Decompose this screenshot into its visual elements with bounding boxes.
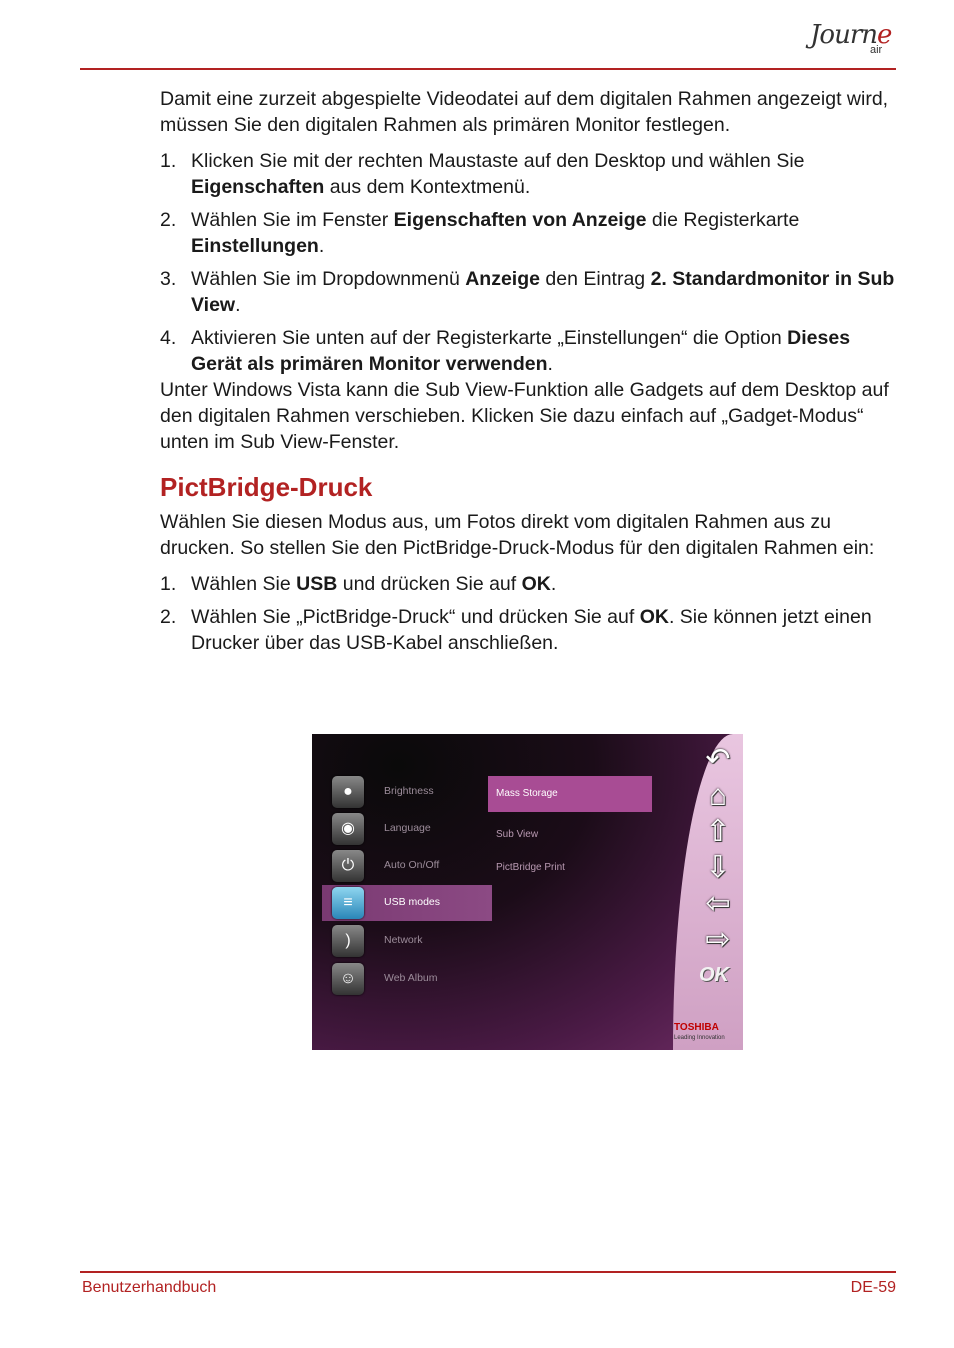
vista-paragraph: Unter Windows Vista kann die Sub View-Funktion alle Gadgets auf dem Desktop auf den digitalen Rahmen verschieben. Klicken Sie dazu einfach auf „Gadget-Modus“ unten im Sub View-Fenster. — [160, 379, 889, 453]
list-item: 2. Wählen Sie „PictBridge-Druck“ und drücken Sie auf OK. Sie können jetzt einen Drucker über das USB-Kabel anschließen. — [160, 606, 872, 654]
down-arrow-icon[interactable]: ⇩ — [705, 851, 731, 884]
logo-sub: air — [870, 44, 883, 56]
menu-item-language[interactable]: ◉ Language — [322, 811, 492, 847]
device-screenshot: ● Brightness ◉ Language ⏻ Auto On/Off ≡ USB modes ) Network ☺ Web Album Mass Storage Sub View PictBridge Print ↶ ⌂ ⇧ ⇩ ⇦ ⇨ OK TOSHIBA Leading Innovation — [312, 734, 743, 1050]
intro-paragraph: Damit eine zurzeit abgespielte Videodatei auf dem digitalen Rahmen angezeigt wird, müssen Sie den digitalen Rahmen als primären Monitor festlegen. — [160, 88, 889, 136]
power-icon: ⏻ — [332, 850, 364, 882]
brand-tagline: Leading Innovation — [674, 1035, 725, 1041]
menu-item-web-album[interactable]: ☺ Web Album — [322, 961, 492, 997]
page-content — [160, 86, 900, 663]
journe-air-logo — [806, 14, 896, 66]
right-arrow-icon[interactable]: ⇨ — [705, 923, 731, 956]
list-item: 2. Wählen Sie im Fenster Eigenschaften von Anzeige die Registerkarte Einstellungen. — [160, 209, 800, 257]
footer-title: Benutzerhandbuch — [82, 1279, 217, 1296]
header-rule — [80, 68, 896, 70]
list-item: 4. Aktivieren Sie unten auf der Registerkarte „Einstellungen“ die Option Dieses Gerät als primären Monitor verwenden. — [160, 327, 851, 375]
people-icon: ☺ — [332, 963, 364, 995]
home-icon[interactable]: ⌂ — [708, 779, 728, 812]
menu-item-usb-modes[interactable]: ≡ USB modes — [322, 885, 492, 921]
lightbulb-icon: ● — [332, 776, 364, 808]
list-item: 1. Klicken Sie mit der rechten Maustaste auf den Desktop und wählen Sie Eigenschaften aus dem Kontextmenü. — [160, 150, 805, 198]
section-paragraph: Wählen Sie diesen Modus aus, um Fotos direkt vom digitalen Rahmen aus zu drucken. So stellen Sie den PictBridge-Druck-Modus für den digitalen Rahmen ein: — [160, 511, 875, 559]
steps-list-1 — [160, 148, 900, 377]
menu-item-auto-on-off[interactable]: ⏻ Auto On/Off — [322, 848, 492, 884]
list-item: 1. Wählen Sie USB und drücken Sie auf OK. — [160, 573, 557, 595]
menu-item-brightness[interactable]: ● Brightness — [322, 774, 492, 810]
steps-list-2 — [160, 571, 900, 656]
globe-icon: ◉ — [332, 813, 364, 845]
usb-icon: ≡ — [332, 887, 364, 919]
ok-button[interactable]: OK — [699, 964, 729, 986]
left-arrow-icon[interactable]: ⇦ — [705, 887, 731, 920]
logo-wordmark: Journe — [810, 20, 892, 50]
toshiba-logo: TOSHIBA — [674, 1022, 719, 1033]
wireless-icon: ) — [332, 925, 364, 957]
page-number: DE-59 — [850, 1279, 896, 1296]
list-item: 3. Wählen Sie im Dropdownmenü Anzeige den Eintrag 2. Standardmonitor in Sub View. — [160, 268, 895, 316]
menu-item-network[interactable]: ) Network — [322, 923, 492, 959]
footer-rule — [80, 1271, 896, 1273]
section-title: PictBridge-Druck — [160, 472, 373, 502]
up-arrow-icon[interactable]: ⇧ — [705, 815, 731, 848]
back-arrow-icon[interactable]: ↶ — [705, 743, 731, 776]
submenu-mass-storage[interactable]: Mass Storage — [488, 776, 652, 812]
